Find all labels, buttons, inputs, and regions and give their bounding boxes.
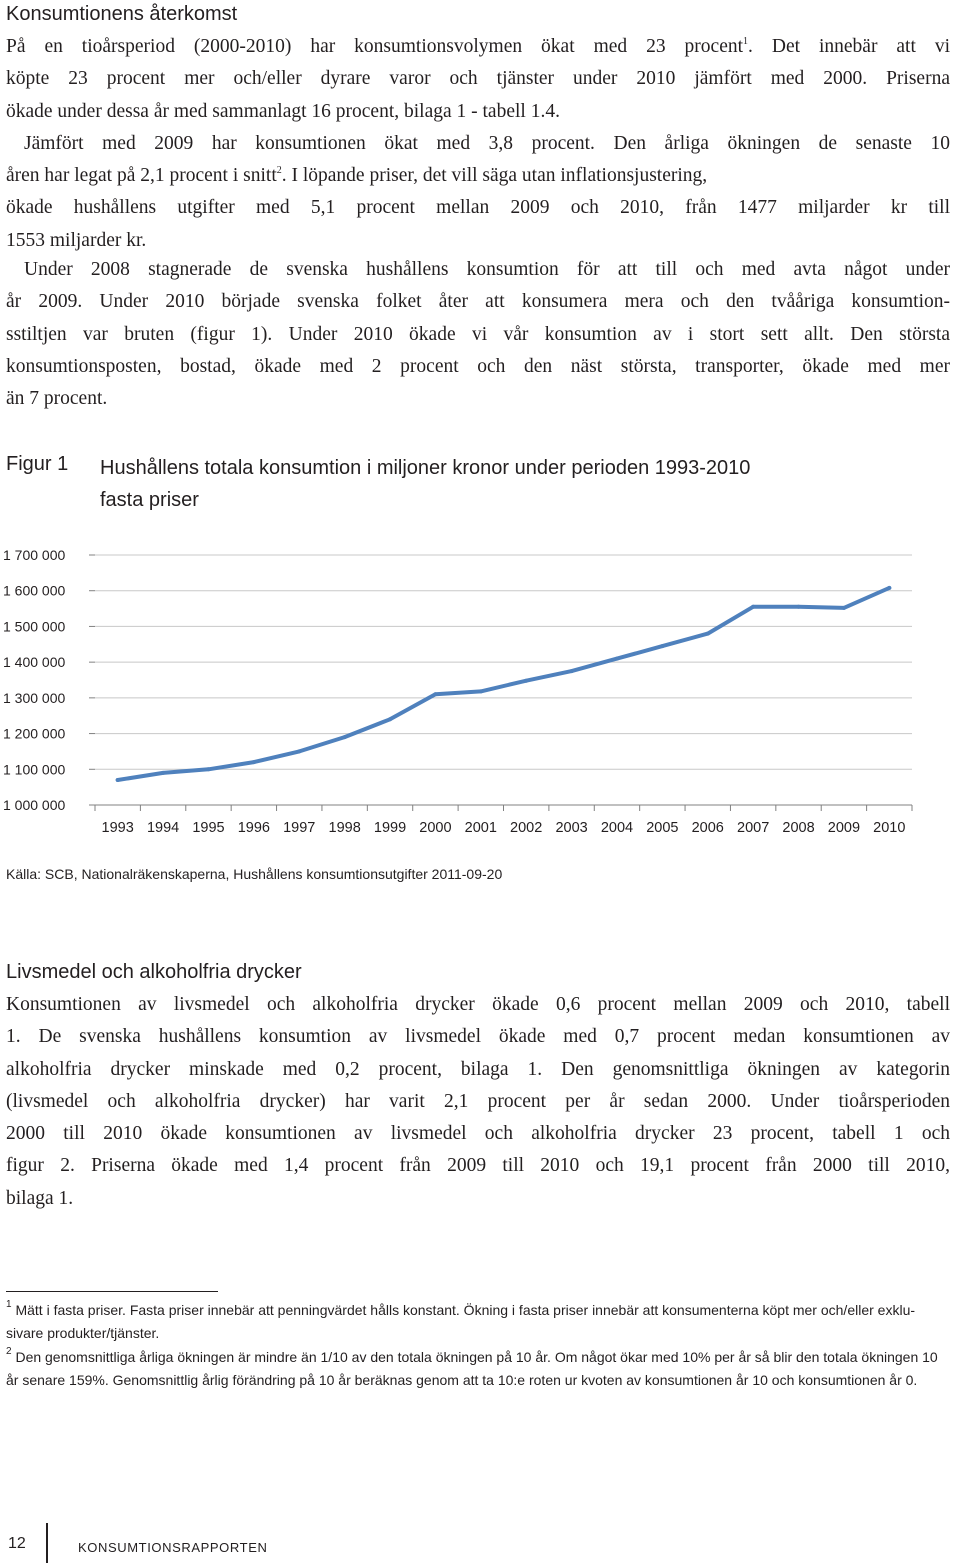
y-tick-label: 1 100 000 [3,761,66,778]
figure-title-line: fasta priser [100,489,199,511]
page-number: 12 [8,1535,26,1552]
figure-source: Källa: SCB, Nationalräkenskaperna, Hushållens konsumtionsutgifter 2011-09-20 [6,866,503,882]
data-point [433,692,437,696]
y-tick-label: 1 600 000 [3,582,66,599]
data-point [161,771,165,775]
text-line: ökade under dessa år med sammanlagt 16 procent, bilaga 1 - tabell 1.4. [6,100,560,122]
x-tick-label: 2003 [555,820,588,836]
footnote-line: $^2$ Den genomsnittliga årliga ökningen är mindre än 1/10 av den totala ökningen på 10 år. Om något ökar med 10% per år så blir den totala ökningen 10 [6,1346,938,1365]
text-line: bilaga 1. [6,1187,74,1209]
figure-label: Figur 1 [6,453,69,475]
footnote-line: $^1$ Mätt i fasta priser. Fasta priser innebär att penningvärdet hålls konstant. Ökning i fasta priser innebär att konsumenterna köpt mer och/eller exklu- [6,1299,916,1318]
text-line: På en tioårsperiod (2000-2010) har konsumtionsvolymen ökat med 23 procent$^1$. Det innebär att vi [6,36,950,57]
data-point [751,605,755,609]
text-line: Under 2008 stagnerade de svenska hushållens konsumtion för att till och med avta något under [24,259,950,280]
footnote-ref-1: 1 [743,36,749,47]
y-tick-label: 1 500 000 [3,618,66,635]
x-tick-label: 2002 [510,820,543,836]
x-tick-label: 2001 [464,820,497,836]
text-line: än 7 procent. [6,388,108,410]
x-tick-label: 2005 [646,820,679,836]
text-line: åren har legat på 2,1 procent i snitt$^2$. I löpande priser, det vill säga utan inflationsjustering, [6,165,708,187]
figure-title-line: Hushållens totala konsumtion i miljoner kronor under perioden 1993-2010 [100,457,751,479]
footnote-number: 1 [6,1299,12,1310]
data-point [524,679,528,683]
paragraph-stagnation [6,254,950,415]
footnote-number: 2 [6,1346,12,1357]
footnote-1 [6,1299,956,1345]
consumption-line-chart [0,535,960,845]
data-point [797,605,801,609]
text-line: ökade hushållens utgifter med 5,1 procent mellan 2009 och 2010, från 1477 miljarder kr till [6,197,950,219]
text-line: alkoholfria drycker minskade med 0,2 procent, bilaga 1. Den genomsnittliga ökningen av kategorin [6,1058,950,1080]
series-line [118,588,890,780]
footer-divider [46,1523,48,1563]
x-tick-label: 1997 [283,820,316,836]
text-line: sstiltjen var bruten (figur 1). Under 2010 ökade vi vår konsumtion av i stort sett allt. Den största [6,323,950,345]
x-tick-label: 2009 [827,820,861,836]
x-tick-label: 2010 [873,820,906,836]
data-point [706,632,710,636]
y-tick-label: 1 400 000 [3,654,66,671]
figure-title [100,452,900,516]
y-tick-label: 1 200 000 [3,725,66,742]
footnote-line: år senare 159%. Genomsnittlig årlig förändring på 10 år beräknas genom att ta 10:e roten ur kvoten av konsumtionen år 10 och konsumtionen år 0. [6,1372,918,1388]
data-point [660,644,664,648]
text-line: konsumtionsposten, bostad, ökade med 2 procent och den näst största, transporter, ökade med mer [6,355,950,377]
x-tick-label: 2008 [782,820,815,836]
x-tick-label: 1994 [146,820,180,836]
x-tick-label: 2006 [691,820,724,836]
text-line: köpte 23 procent mer och/eller dyrare varor och tjänster under 2010 jämfört med 2000. Priserna [6,68,950,90]
data-point [615,657,619,661]
x-tick-label: 1993 [101,820,134,836]
footnote-2 [6,1346,956,1392]
text-line: 2000 till 2010 ökade konsumtionen av livsmedel och alkoholfria drycker 23 procent, tabell 1 och [6,1123,950,1145]
x-tick-label: 1999 [373,820,407,836]
y-tick-label: 1 700 000 [3,547,66,563]
data-point [388,717,392,721]
y-tick-label: 1 000 000 [3,797,66,813]
paragraph-food-drinks [6,989,950,1215]
x-tick-label: 1996 [237,820,270,836]
paragraph-intro [6,31,950,257]
data-point [479,689,483,693]
text-line: 1. De svenska hushållens konsumtion av livsmedel ökade med 0,7 procent medan konsumtionen av [6,1026,950,1048]
footnote-divider [6,1291,218,1292]
text-line: figur 2. Priserna ökade med 1,4 procent från 2009 till 2010 och 19,1 procent från 2000 till 2010, [6,1155,950,1177]
data-point [252,760,256,764]
data-point [887,586,891,590]
y-tick-label: 1 300 000 [3,689,66,706]
x-tick-label: 2000 [419,820,452,836]
data-point [297,749,301,753]
data-point [116,778,120,782]
footnote-ref-2: 2 [276,165,282,177]
data-point [206,767,210,771]
document-title: KONSUMTIONSRAPPORTEN [78,1540,268,1555]
section-heading-consumption-return: Konsumtionens återkomst [6,3,238,25]
x-tick-label: 1998 [328,820,361,836]
footnote-line: sivare produkter/tjänster. [6,1325,160,1341]
text-line: Konsumtionen av livsmedel och alkoholfria drycker ökade 0,6 procent mellan 2009 och 2010, tabell [6,994,950,1015]
x-tick-label: 1995 [192,820,225,836]
data-point [570,669,574,673]
text-line: (livsmedel och alkoholfria drycker) har varit 2,1 procent per år sedan 2000. Under tioårsperioden [6,1090,950,1112]
text-line: 1553 miljarder kr. [6,229,147,251]
section-heading-food-drinks: Livsmedel och alkoholfria drycker [6,961,302,983]
text-line: år 2009. Under 2010 började svenska folket åter att konsumera mera och den tvååriga konsumtion- [6,291,950,313]
data-point [842,606,846,610]
x-tick-label: 2004 [600,820,634,836]
text-line: Jämfört med 2009 har konsumtionen ökat med 3,8 procent. Den årliga ökningen de senaste 10 [24,132,950,154]
data-point [343,735,347,739]
x-tick-label: 2007 [737,820,770,836]
